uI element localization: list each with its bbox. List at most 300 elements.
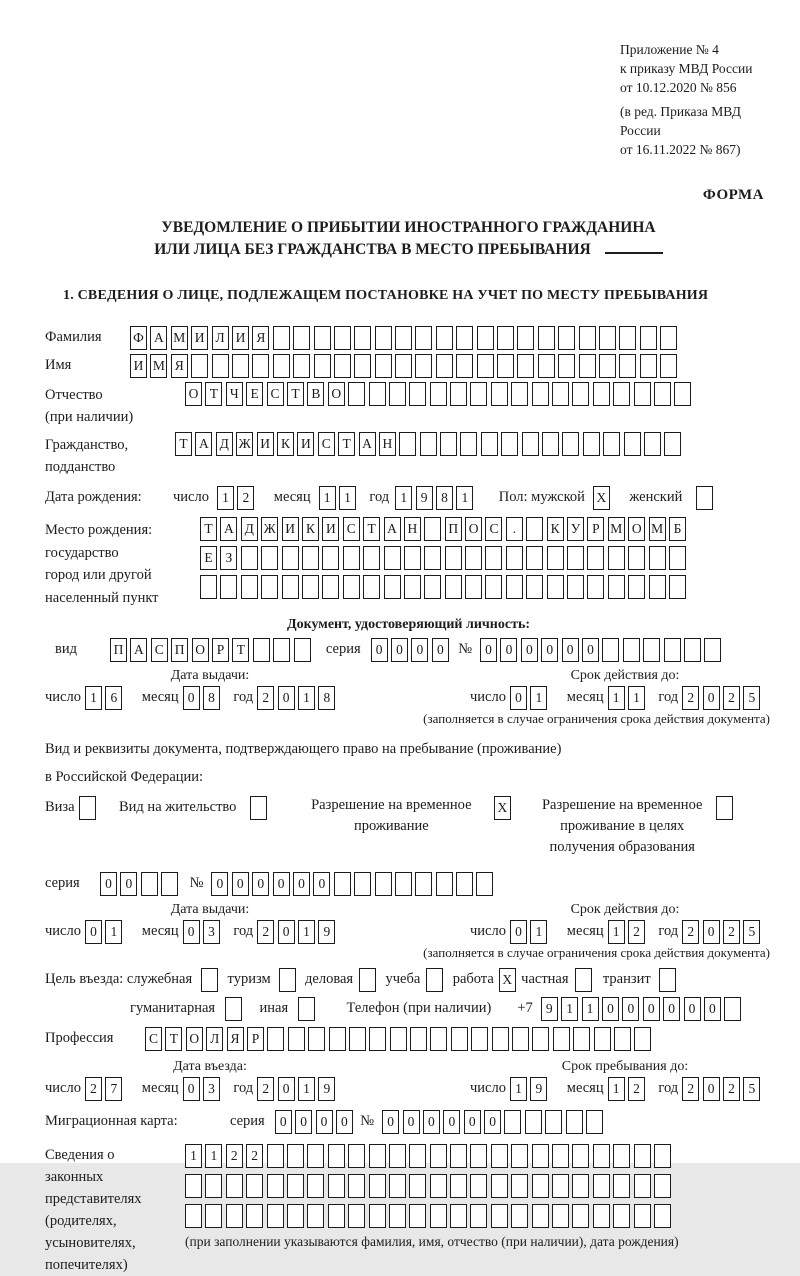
form-cell[interactable]: X (593, 486, 610, 510)
form-cell[interactable] (440, 432, 457, 456)
form-cell[interactable]: И (191, 326, 208, 350)
form-cell[interactable] (724, 997, 741, 1021)
form-cell[interactable] (547, 546, 564, 570)
form-cell[interactable]: З (220, 546, 237, 570)
form-cell[interactable]: М (608, 517, 625, 541)
form-cell[interactable] (628, 546, 645, 570)
form-cell[interactable]: Т (287, 382, 304, 406)
form-cell[interactable] (456, 872, 473, 896)
form-cell[interactable] (634, 1144, 651, 1168)
form-cell[interactable]: 2 (628, 1077, 645, 1101)
visa-checkbox[interactable] (79, 793, 99, 820)
form-cell[interactable] (226, 1204, 243, 1228)
form-cell[interactable]: 1 (608, 686, 625, 710)
form-cell[interactable]: К (302, 517, 319, 541)
form-cell[interactable]: 2 (246, 1144, 263, 1168)
form-cell[interactable] (334, 872, 351, 896)
form-cell[interactable] (308, 1027, 325, 1051)
form-cell[interactable]: 5 (743, 686, 760, 710)
form-cell[interactable] (436, 872, 453, 896)
birth-month-cells[interactable] (319, 486, 360, 510)
form-cell[interactable]: С (145, 1027, 162, 1051)
form-cell[interactable]: 2 (257, 686, 274, 710)
form-cell[interactable]: 0 (510, 686, 527, 710)
purpose-tourism-checkbox[interactable] (279, 968, 299, 992)
form-cell[interactable] (511, 382, 528, 406)
form-cell[interactable]: А (359, 432, 376, 456)
form-cell[interactable]: 9 (541, 997, 558, 1021)
form-cell[interactable]: В (307, 382, 324, 406)
form-cell[interactable] (613, 1174, 630, 1198)
form-cell[interactable]: М (171, 326, 188, 350)
purpose-work-checkbox[interactable] (499, 968, 519, 992)
doc-issue-year-cells[interactable] (257, 686, 339, 710)
form-cell[interactable]: 0 (278, 686, 295, 710)
form-cell[interactable] (185, 1174, 202, 1198)
form-cell[interactable] (593, 382, 610, 406)
form-cell[interactable] (253, 638, 270, 662)
form-cell[interactable] (450, 382, 467, 406)
form-cell[interactable] (267, 1174, 284, 1198)
given-name-cells[interactable] (130, 354, 681, 378)
permit-issue-month-cells[interactable] (183, 920, 224, 944)
form-cell[interactable] (654, 1144, 671, 1168)
form-cell[interactable]: 1 (628, 686, 645, 710)
form-cell[interactable]: И (257, 432, 274, 456)
doc-issue-month-cells[interactable] (183, 686, 224, 710)
form-cell[interactable] (572, 1174, 589, 1198)
form-cell[interactable]: 0 (336, 1110, 353, 1134)
form-cell[interactable] (246, 1204, 263, 1228)
form-cell[interactable]: 0 (391, 638, 408, 662)
form-cell[interactable]: 0 (443, 1110, 460, 1134)
temp-permit-checkbox[interactable] (494, 793, 514, 820)
form-cell[interactable] (477, 354, 494, 378)
form-cell[interactable]: 0 (622, 997, 639, 1021)
form-cell[interactable] (322, 575, 339, 599)
form-cell[interactable] (161, 872, 178, 896)
form-cell[interactable] (294, 638, 311, 662)
form-cell[interactable] (643, 638, 660, 662)
form-cell[interactable]: 0 (464, 1110, 481, 1134)
form-cell[interactable] (279, 968, 296, 992)
form-cell[interactable] (205, 1204, 222, 1228)
form-cell[interactable] (587, 575, 604, 599)
form-cell[interactable] (517, 354, 534, 378)
form-cell[interactable]: 2 (682, 686, 699, 710)
entry-day-cells[interactable] (85, 1077, 126, 1101)
form-cell[interactable] (506, 575, 523, 599)
form-cell[interactable]: 0 (183, 1077, 200, 1101)
form-cell[interactable]: 8 (436, 486, 453, 510)
form-cell[interactable] (205, 1174, 222, 1198)
form-cell[interactable]: К (277, 432, 294, 456)
form-cell[interactable] (328, 1174, 345, 1198)
form-cell[interactable] (445, 575, 462, 599)
form-cell[interactable] (409, 1204, 426, 1228)
form-cell[interactable] (282, 546, 299, 570)
form-cell[interactable]: 0 (703, 686, 720, 710)
form-cell[interactable]: 1 (85, 686, 102, 710)
form-cell[interactable] (492, 1027, 509, 1051)
form-cell[interactable] (506, 546, 523, 570)
form-cell[interactable]: 0 (411, 638, 428, 662)
form-cell[interactable]: Т (175, 432, 192, 456)
form-cell[interactable] (567, 575, 584, 599)
form-cell[interactable]: Б (669, 517, 686, 541)
form-cell[interactable]: 1 (530, 920, 547, 944)
form-cell[interactable] (704, 638, 721, 662)
form-cell[interactable] (481, 432, 498, 456)
form-cell[interactable] (201, 968, 218, 992)
form-cell[interactable]: 3 (203, 1077, 220, 1101)
form-cell[interactable]: 0 (582, 638, 599, 662)
form-cell[interactable] (415, 354, 432, 378)
form-cell[interactable]: 1 (395, 486, 412, 510)
form-cell[interactable]: 0 (278, 920, 295, 944)
form-cell[interactable] (369, 1204, 386, 1228)
form-cell[interactable] (491, 1174, 508, 1198)
form-cell[interactable] (420, 432, 437, 456)
form-cell[interactable] (302, 575, 319, 599)
form-cell[interactable]: У (567, 517, 584, 541)
form-cell[interactable] (613, 382, 630, 406)
form-cell[interactable]: Ж (236, 432, 253, 456)
form-cell[interactable] (649, 546, 666, 570)
form-cell[interactable]: 2 (85, 1077, 102, 1101)
form-cell[interactable]: 1 (608, 920, 625, 944)
form-cell[interactable]: Д (241, 517, 258, 541)
form-cell[interactable] (334, 326, 351, 350)
form-cell[interactable]: 0 (510, 920, 527, 944)
form-cell[interactable] (328, 1204, 345, 1228)
form-cell[interactable] (307, 1144, 324, 1168)
form-cell[interactable] (343, 546, 360, 570)
form-cell[interactable] (424, 546, 441, 570)
form-cell[interactable] (399, 432, 416, 456)
form-cell[interactable]: 0 (484, 1110, 501, 1134)
representatives-cells-3[interactable] (185, 1204, 679, 1228)
form-cell[interactable]: 0 (183, 920, 200, 944)
form-cell[interactable] (522, 432, 539, 456)
form-cell[interactable]: 0 (684, 997, 701, 1021)
form-cell[interactable]: 7 (105, 1077, 122, 1101)
form-cell[interactable] (614, 1027, 631, 1051)
form-cell[interactable] (450, 1144, 467, 1168)
form-cell[interactable] (573, 1027, 590, 1051)
form-cell[interactable] (674, 382, 691, 406)
form-cell[interactable] (587, 546, 604, 570)
stay-year-cells[interactable] (682, 1077, 764, 1101)
form-cell[interactable]: 1 (530, 686, 547, 710)
form-cell[interactable] (558, 354, 575, 378)
form-cell[interactable] (512, 1027, 529, 1051)
representatives-cells-1[interactable] (185, 1144, 679, 1168)
doc-valid-month-cells[interactable] (608, 686, 649, 710)
form-cell[interactable]: 0 (293, 872, 310, 896)
form-cell[interactable] (485, 575, 502, 599)
stay-day-cells[interactable] (510, 1077, 551, 1101)
form-cell[interactable]: X (494, 796, 511, 820)
form-cell[interactable] (552, 1144, 569, 1168)
form-cell[interactable] (538, 326, 555, 350)
form-cell[interactable]: Л (206, 1027, 223, 1051)
form-cell[interactable]: Т (205, 382, 222, 406)
form-cell[interactable] (603, 432, 620, 456)
form-cell[interactable] (436, 354, 453, 378)
form-cell[interactable] (470, 1204, 487, 1228)
form-cell[interactable] (716, 796, 733, 820)
form-cell[interactable] (430, 382, 447, 406)
form-cell[interactable]: 0 (423, 1110, 440, 1134)
form-cell[interactable]: А (384, 517, 401, 541)
form-cell[interactable] (476, 872, 493, 896)
form-cell[interactable] (141, 872, 158, 896)
form-cell[interactable] (664, 638, 681, 662)
doc-valid-year-cells[interactable] (682, 686, 764, 710)
form-cell[interactable] (664, 432, 681, 456)
form-cell[interactable] (267, 1027, 284, 1051)
form-cell[interactable]: Р (587, 517, 604, 541)
form-cell[interactable]: 0 (382, 1110, 399, 1134)
purpose-humanitarian-checkbox[interactable] (225, 997, 245, 1021)
permit-valid-day-cells[interactable] (510, 920, 551, 944)
form-cell[interactable]: Л (212, 326, 229, 350)
form-cell[interactable]: 2 (237, 486, 254, 510)
form-cell[interactable] (450, 1204, 467, 1228)
form-cell[interactable] (354, 326, 371, 350)
form-cell[interactable]: 0 (313, 872, 330, 896)
form-cell[interactable] (246, 1174, 263, 1198)
form-cell[interactable] (450, 1174, 467, 1198)
form-cell[interactable] (669, 575, 686, 599)
form-cell[interactable] (538, 354, 555, 378)
form-cell[interactable] (314, 354, 331, 378)
form-cell[interactable] (470, 382, 487, 406)
form-cell[interactable] (558, 326, 575, 350)
form-cell[interactable] (389, 1144, 406, 1168)
form-cell[interactable] (575, 968, 592, 992)
form-cell[interactable]: 2 (682, 920, 699, 944)
form-cell[interactable] (426, 968, 443, 992)
form-cell[interactable]: 0 (521, 638, 538, 662)
form-cell[interactable] (329, 1027, 346, 1051)
form-cell[interactable] (273, 326, 290, 350)
form-cell[interactable]: 1 (298, 686, 315, 710)
mig-number-cells[interactable] (382, 1110, 606, 1134)
form-cell[interactable] (430, 1027, 447, 1051)
form-cell[interactable] (424, 517, 441, 541)
form-cell[interactable]: И (232, 326, 249, 350)
permit-issue-day-cells[interactable] (85, 920, 126, 944)
form-cell[interactable] (185, 1204, 202, 1228)
form-cell[interactable] (288, 1027, 305, 1051)
sex-female-checkbox[interactable] (696, 486, 716, 510)
form-cell[interactable]: 0 (275, 1110, 292, 1134)
form-cell[interactable] (282, 575, 299, 599)
form-cell[interactable]: 0 (371, 638, 388, 662)
form-cell[interactable] (470, 1174, 487, 1198)
form-cell[interactable] (298, 997, 315, 1021)
form-cell[interactable]: П (445, 517, 462, 541)
form-cell[interactable]: И (282, 517, 299, 541)
form-cell[interactable] (504, 1110, 521, 1134)
doc-type-cells[interactable] (110, 638, 314, 662)
form-cell[interactable] (424, 575, 441, 599)
form-cell[interactable] (552, 382, 569, 406)
form-cell[interactable] (497, 326, 514, 350)
form-cell[interactable]: А (220, 517, 237, 541)
form-cell[interactable]: 5 (743, 920, 760, 944)
form-cell[interactable] (608, 546, 625, 570)
form-cell[interactable]: 0 (704, 997, 721, 1021)
doc-valid-day-cells[interactable] (510, 686, 551, 710)
form-cell[interactable] (532, 1204, 549, 1228)
form-cell[interactable] (545, 1110, 562, 1134)
form-cell[interactable]: С (343, 517, 360, 541)
form-cell[interactable] (526, 546, 543, 570)
form-cell[interactable]: 0 (295, 1110, 312, 1134)
form-cell[interactable]: О (185, 382, 202, 406)
form-cell[interactable]: А (130, 638, 147, 662)
form-cell[interactable]: 2 (682, 1077, 699, 1101)
form-cell[interactable] (225, 997, 242, 1021)
form-cell[interactable]: Д (216, 432, 233, 456)
form-cell[interactable] (226, 1174, 243, 1198)
form-cell[interactable]: 0 (211, 872, 228, 896)
form-cell[interactable] (634, 1174, 651, 1198)
form-cell[interactable]: И (297, 432, 314, 456)
form-cell[interactable] (369, 1027, 386, 1051)
form-cell[interactable]: И (130, 354, 147, 378)
form-cell[interactable] (369, 382, 386, 406)
form-cell[interactable] (526, 575, 543, 599)
form-cell[interactable]: 1 (339, 486, 356, 510)
form-cell[interactable]: 0 (100, 872, 117, 896)
form-cell[interactable]: Т (200, 517, 217, 541)
form-cell[interactable] (491, 382, 508, 406)
mig-series-cells[interactable] (275, 1110, 357, 1134)
form-cell[interactable]: 0 (480, 638, 497, 662)
form-cell[interactable] (624, 432, 641, 456)
form-cell[interactable] (410, 1027, 427, 1051)
birth-year-cells[interactable] (395, 486, 477, 510)
citizenship-cells[interactable] (175, 432, 685, 456)
form-cell[interactable]: Ф (130, 326, 147, 350)
form-cell[interactable] (348, 1144, 365, 1168)
form-cell[interactable] (566, 1110, 583, 1134)
form-cell[interactable]: 0 (703, 920, 720, 944)
form-cell[interactable] (334, 354, 351, 378)
form-cell[interactable]: Ж (261, 517, 278, 541)
patronymic-cells[interactable] (185, 382, 695, 406)
form-cell[interactable] (553, 1027, 570, 1051)
doc-series-cells[interactable] (371, 638, 453, 662)
form-cell[interactable] (491, 1144, 508, 1168)
form-cell[interactable] (634, 382, 651, 406)
form-cell[interactable] (369, 1174, 386, 1198)
form-cell[interactable] (390, 1027, 407, 1051)
form-cell[interactable] (348, 1204, 365, 1228)
form-cell[interactable] (594, 1027, 611, 1051)
form-cell[interactable] (395, 872, 412, 896)
form-cell[interactable] (608, 575, 625, 599)
form-cell[interactable]: Н (379, 432, 396, 456)
form-cell[interactable] (562, 432, 579, 456)
form-cell[interactable] (640, 326, 657, 350)
form-cell[interactable]: 0 (183, 686, 200, 710)
form-cell[interactable] (307, 1204, 324, 1228)
form-cell[interactable]: Н (404, 517, 421, 541)
form-cell[interactable]: 0 (541, 638, 558, 662)
form-cell[interactable]: О (186, 1027, 203, 1051)
form-cell[interactable] (511, 1144, 528, 1168)
form-cell[interactable] (634, 1027, 651, 1051)
form-cell[interactable] (273, 638, 290, 662)
form-cell[interactable] (572, 382, 589, 406)
surname-cells[interactable] (130, 326, 681, 350)
form-cell[interactable] (430, 1174, 447, 1198)
form-cell[interactable] (343, 575, 360, 599)
form-cell[interactable]: 1 (319, 486, 336, 510)
form-cell[interactable]: С (151, 638, 168, 662)
form-cell[interactable] (649, 575, 666, 599)
form-cell[interactable] (640, 354, 657, 378)
form-cell[interactable]: 0 (232, 872, 249, 896)
form-cell[interactable] (696, 486, 713, 510)
form-cell[interactable]: П (171, 638, 188, 662)
form-cell[interactable] (430, 1204, 447, 1228)
form-cell[interactable] (684, 638, 701, 662)
form-cell[interactable] (354, 872, 371, 896)
form-cell[interactable] (542, 432, 559, 456)
form-cell[interactable]: 2 (257, 920, 274, 944)
form-cell[interactable] (602, 638, 619, 662)
form-cell[interactable] (552, 1174, 569, 1198)
form-cell[interactable] (395, 354, 412, 378)
form-cell[interactable] (593, 1204, 610, 1228)
form-cell[interactable] (314, 326, 331, 350)
form-cell[interactable] (354, 354, 371, 378)
form-cell[interactable]: 2 (628, 920, 645, 944)
form-cell[interactable] (384, 575, 401, 599)
form-cell[interactable] (599, 354, 616, 378)
form-cell[interactable]: 2 (226, 1144, 243, 1168)
form-cell[interactable]: 8 (203, 686, 220, 710)
form-cell[interactable] (348, 382, 365, 406)
form-cell[interactable] (389, 1204, 406, 1228)
form-cell[interactable]: Ч (226, 382, 243, 406)
form-cell[interactable]: Я (252, 326, 269, 350)
form-cell[interactable] (465, 575, 482, 599)
form-cell[interactable]: 3 (203, 920, 220, 944)
doc-issue-day-cells[interactable] (85, 686, 126, 710)
form-cell[interactable] (409, 1174, 426, 1198)
form-cell[interactable] (613, 1144, 630, 1168)
form-cell[interactable] (485, 546, 502, 570)
form-cell[interactable] (436, 326, 453, 350)
form-cell[interactable]: 9 (530, 1077, 547, 1101)
form-cell[interactable] (359, 968, 376, 992)
purpose-transit-checkbox[interactable] (659, 968, 679, 992)
form-cell[interactable] (287, 1174, 304, 1198)
purpose-private-checkbox[interactable] (575, 968, 595, 992)
form-cell[interactable] (599, 326, 616, 350)
form-cell[interactable]: Е (246, 382, 263, 406)
phone-cells[interactable] (541, 997, 745, 1021)
form-cell[interactable] (579, 354, 596, 378)
form-cell[interactable] (409, 382, 426, 406)
